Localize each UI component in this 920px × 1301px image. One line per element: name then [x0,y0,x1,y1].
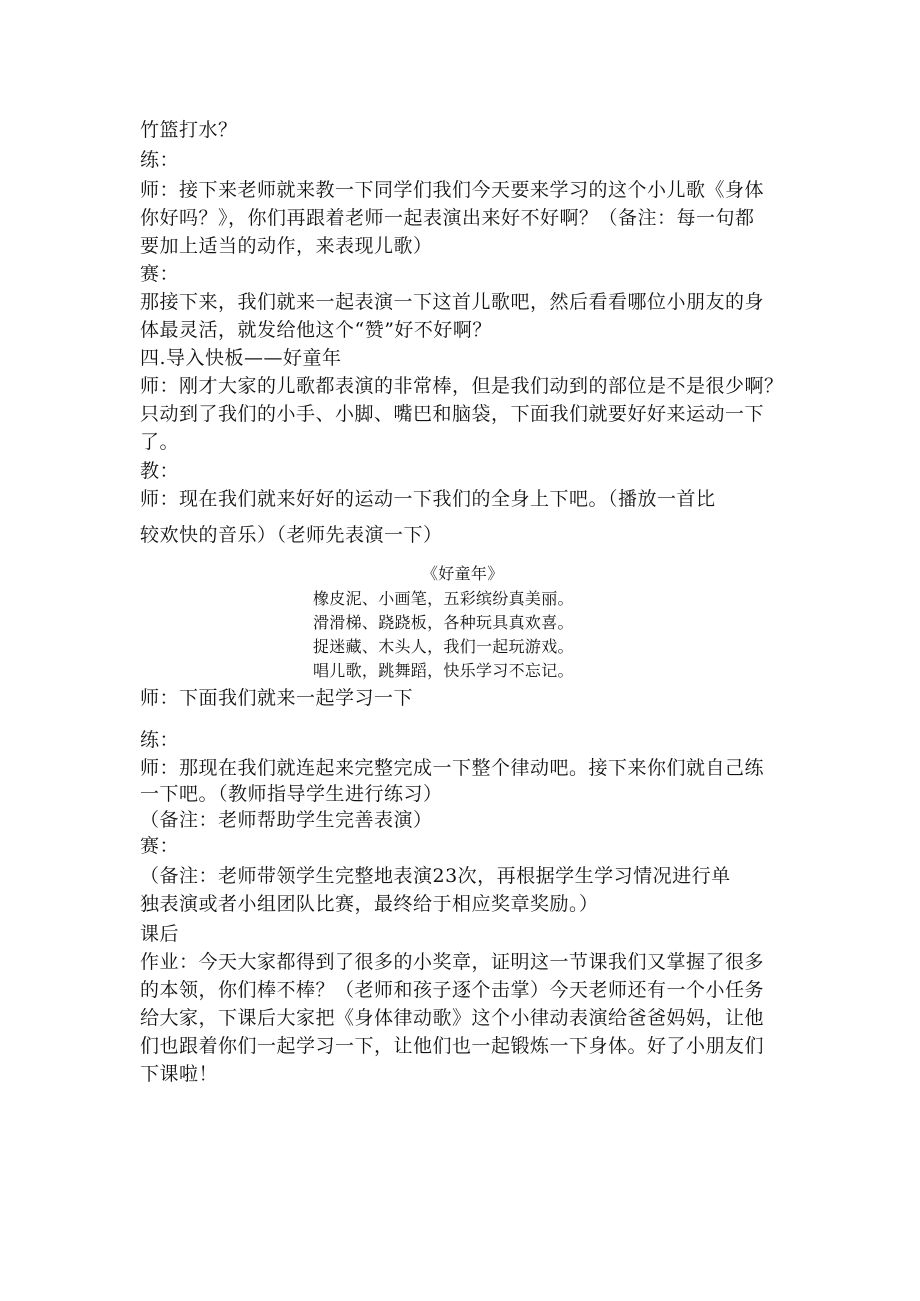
text-line: 只动到了我们的小手、小脚、嘴巴和脑袋，下面我们就要好好来运动一下 [140,403,765,425]
text-line: 们也跟着你们一起学习一下，让他们也一起锻炼一下身体。好了小朋友们 [140,1035,765,1057]
poem-verse: 捉迷藏、木头人，我们一起玩游戏。 [313,637,574,656]
text-line: 那接下来，我们就来一起表演一下这首儿歌吧，然后看看哪位小朋友的身 [140,291,765,313]
text-line: 下课啦！ [140,1063,219,1085]
text-line: 师：刚才大家的儿歌都表演的非常棒，但是我们动到的部位是不是很少啊？ [140,375,784,397]
text-line: 师：那现在我们就连起来完整完成一下整个律动吧。接下来你们就自己练 [140,757,765,779]
section-label-practice: 练： [140,729,180,751]
section-label-contest: 赛： [140,263,180,285]
text-line: 给大家，下课后大家把《身体律动歌》这个小律动表演给爸爸妈妈，让他 [140,1007,765,1029]
text-line: 师：接下来老师就来教一下同学们我们今天要来学习的这个小儿歌《身体 [140,179,765,201]
text-line: 较欢快的音乐）（老师先表演一下） [140,524,443,546]
text-line: 体最灵活，就发给他这个“赞”好不好啊？ [140,319,492,341]
text-line: 了。 [140,431,180,453]
note-line: （备注：老师帮助学生完善表演） [140,809,433,831]
text-line: 师：下面我们就来一起学习一下 [140,687,414,709]
section-heading: 课后 [140,923,180,945]
note-line: （备注：老师带领学生完整地表演23次，再根据学生学习情况进行单 [140,865,731,887]
section-label-teach: 教： [140,460,180,482]
section-label-contest: 赛： [140,835,180,857]
poem-verse: 唱儿歌，跳舞蹈，快乐学习不忘记。 [313,661,574,680]
poem-verse: 滑滑梯、跷跷板，各种玩具真欢喜。 [313,613,574,632]
text-line: 你好吗？》，你们再跟着老师一起表演出来好不好啊？（备注：每一句都 [140,207,755,229]
text-line: 的本领，你们棒不棒？（老师和孩子逐个击掌）今天老师还有一个小任务 [140,979,765,1001]
text-line: 要加上适当的动作，来表现儿歌） [140,235,433,257]
text-line: 竹篮打水？ [140,119,238,141]
poem-title: 《好童年》 [422,564,504,583]
section-label-practice: 练： [140,149,180,171]
poem-verse: 橡皮泥、小画笔，五彩缤纷真美丽。 [313,589,574,608]
text-line: 一下吧。（教师指导学生进行练习） [140,783,443,805]
note-line: 独表演或者小组团队比赛，最终给于相应奖章奖励。） [140,893,599,915]
text-line: 作业：今天大家都得到了很多的小奖章，证明这一节课我们又掌握了很多 [140,951,765,973]
section-heading: 四.导入快板——好童年 [140,347,342,369]
text-line: 师：现在我们就来好好的运动一下我们的全身上下吧。（播放一首比 [140,488,716,510]
